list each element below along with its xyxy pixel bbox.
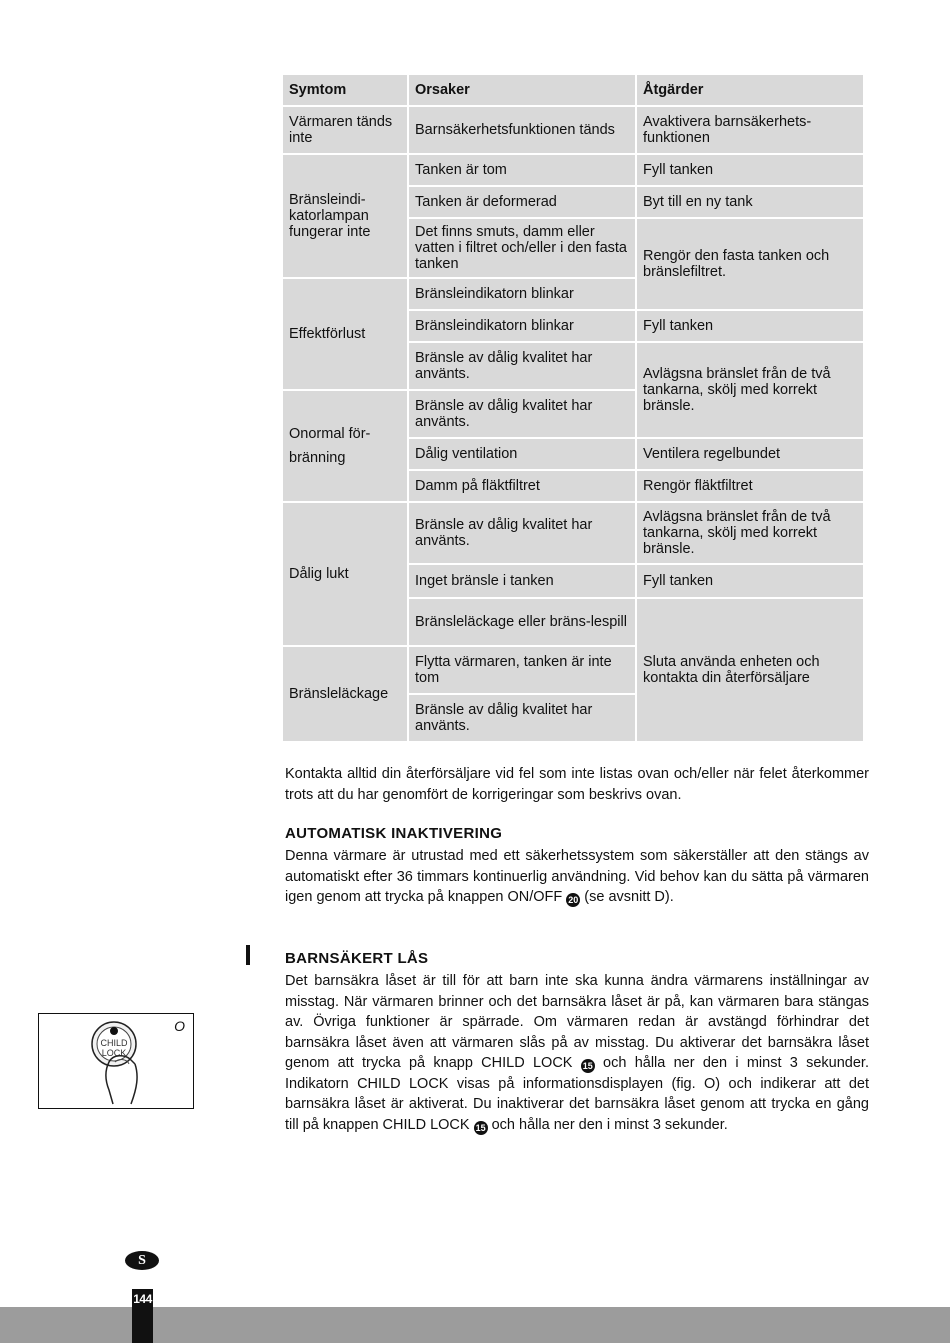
button-ref-badge: 20 [568, 895, 579, 905]
language-badge: S [125, 1251, 159, 1270]
action-cell: Sluta använda enheten och kontakta din återförsäljare [637, 599, 863, 741]
cause-cell: Damm på fläktfiltret [409, 471, 635, 501]
cause-cell: Bränsleindikatorn blinkar [409, 279, 635, 309]
auto-off-paragraph [285, 846, 869, 908]
auto-off-text-end: (se avsnitt D). [580, 889, 674, 905]
button-ref-badge: 15 [475, 1122, 486, 1133]
cause-cell: Flytta värmaren, tanken är inte tom [409, 647, 635, 693]
action-cell: Fyll tanken [637, 155, 863, 185]
page-number: 144 [132, 1289, 153, 1343]
symptom-cell: Bränsleläckage [283, 647, 407, 741]
cause-cell: Bränsleläckage eller bräns-lespill [409, 599, 635, 645]
symptom-cell: Bränsleindi-katorlampan fungerar inte [283, 155, 407, 277]
action-cell: Avlägsna bränslet från de två tankarna, skölj med korrekt bränsle. [637, 343, 863, 437]
symptom-cell: Värmaren tänds inte [283, 107, 407, 153]
cause-cell: Bränsle av dålig kvalitet har använts. [409, 391, 635, 437]
action-cell: Rengör den fasta tanken och bränslefiltret. [637, 219, 863, 309]
cause-cell: Tanken är deformerad [409, 187, 635, 217]
child-lock-paragraph [285, 971, 869, 1135]
cause-cell: Bränsle av dålig kvalitet har använts. [409, 503, 635, 563]
action-cell: Fyll tanken [637, 565, 863, 597]
action-cell: Fyll tanken [637, 311, 863, 341]
cause-cell: Tanken är tom [409, 155, 635, 185]
troubleshooting-table [283, 75, 863, 734]
cause-cell: Barnsäkerhetsfunktionen tänds [409, 107, 635, 153]
button-ref-badge: 15 [582, 1061, 593, 1071]
button-label-lock: LOCK [101, 1048, 127, 1058]
cause-cell: Dålig ventilation [409, 439, 635, 469]
cause-cell: Inget bränsle i tanken [409, 565, 635, 597]
action-cell: Ventilera regelbundet [637, 439, 863, 469]
child-lock-text: Det barnsäkra låset är till för att barn inte ska kunna ändra värmarens inställningar av misstag. När värmaren brinner och det barnsäkra låset är på, kan värmaren bara stängas av. Övriga funktioner är spärrade. Om värmaren redan är avstängd förhindrar det barnsäkra låset även att värmaren slås på av misstag. Du aktiverar det barnsäkra låset genom att trycka på knapp CHILD LOCK [285, 973, 869, 1071]
action-cell: Avaktivera barnsäkerhets-funktionen [637, 107, 863, 153]
symptom-cell: Dålig lukt [283, 503, 407, 645]
auto-off-text: Denna värmare är utrustad med ett säkerhetssystem som säkerställer att den stängs av automatiskt efter 36 timmars kontinuerlig användning. Vid behov kan du sätta på värmaren igen genom att trycka på knappen ON/OFF [285, 848, 869, 905]
header-cause: Orsaker [409, 75, 635, 105]
figure-child-lock [38, 1013, 194, 1109]
auto-off-heading: AUTOMATISK INAKTIVERING [285, 825, 503, 842]
header-action: Åtgärder [637, 75, 863, 105]
child-lock-text: och hålla ner den i minst 3 sekunder. [487, 1116, 728, 1133]
intro-paragraph: Kontakta alltid din återförsäljare vid fel som inte listas ovan och/eller när felet återkommer trots att du har genomfört de korrigeringar som beskrivs ovan. [285, 766, 869, 803]
cause-cell: Det finns smuts, damm eller vatten i filtret och/eller i den fasta tanken [409, 219, 635, 277]
action-cell: Rengör fläktfiltret [637, 471, 863, 501]
button-label-child: CHILD [100, 1038, 128, 1048]
action-cell: Byt till en ny tank [637, 187, 863, 217]
cause-cell: Bränsle av dålig kvalitet har använts. [409, 695, 635, 741]
header-symptom: Symtom [283, 75, 407, 105]
child-lock-text: och hålla ner den i minst 3 sekunder. Indikatorn CHILD LOCK visas på informationsdisplayen (fig. O) och indikerar att det barnsäkra låset är aktiverat. Du inaktiverar det barnsäkra låset genom att trycka en gång till på knappen CHILD LOCK [285, 1055, 869, 1133]
cause-cell: Bränsleindikatorn blinkar [409, 311, 635, 341]
symptom-cell: Onormal för-bränning [283, 391, 407, 501]
section-marker [246, 945, 250, 965]
child-lock-heading: BARNSÄKERT LÅS [285, 950, 429, 967]
symptom-cell: Effektförlust [283, 279, 407, 389]
child-lock-button-illustration [39, 1014, 192, 1107]
figure-letter: O [174, 1018, 185, 1034]
cause-cell: Bränsle av dålig kvalitet har använts. [409, 343, 635, 389]
action-cell: Avlägsna bränslet från de två tankarna, skölj med korrekt bränsle. [637, 503, 863, 563]
